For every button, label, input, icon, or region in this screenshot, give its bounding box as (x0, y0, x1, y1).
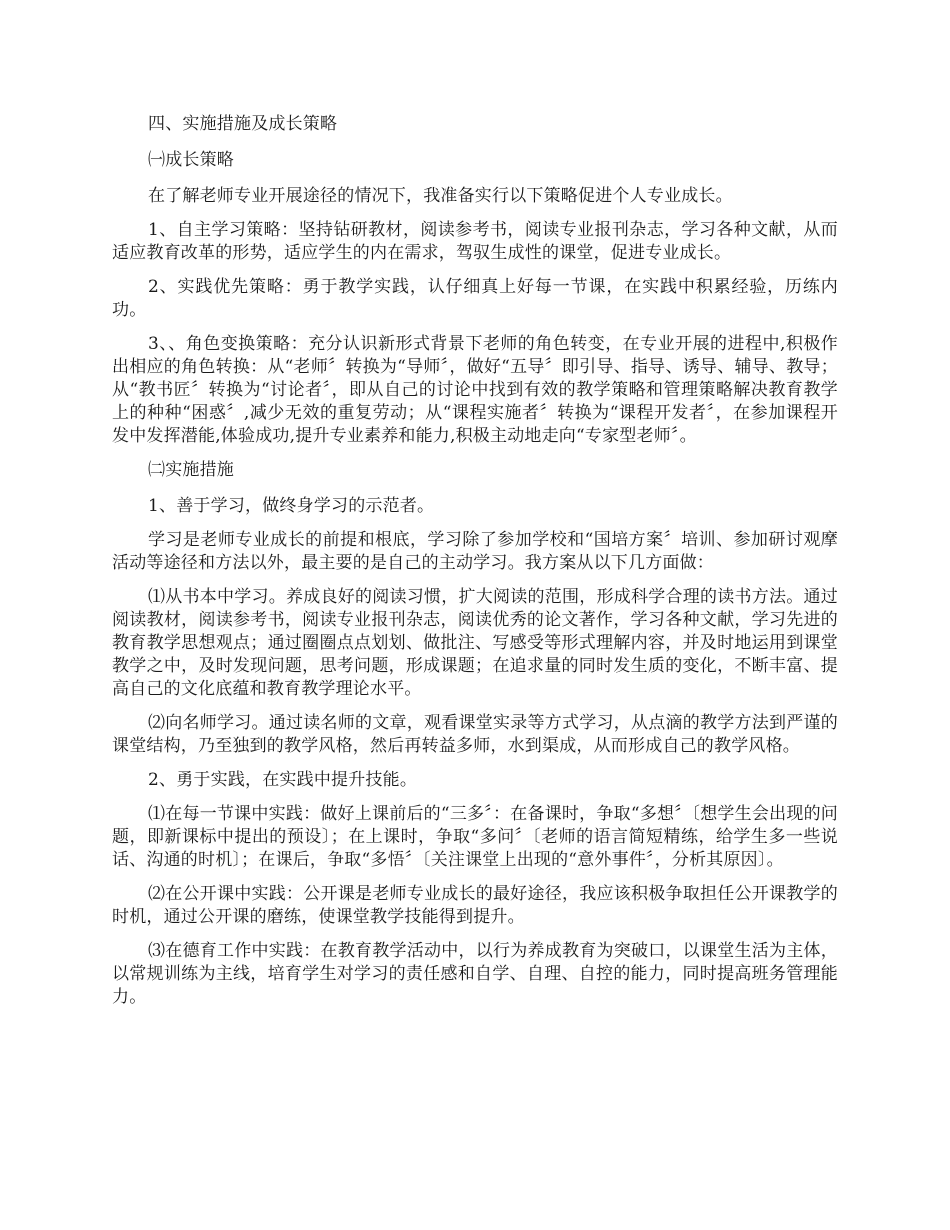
paragraph-practice-open-class: ⑵在公开课中实践：公开课是老师专业成长的最好途径，我应该积极争取担任公开课教学的时机，通过公开课的磨练，使课堂教学技能得到提升。 (112, 884, 838, 927)
paragraph-intro: 在了解老师专业开展途径的情况下，我准备实行以下策略促进个人专业成长。 (148, 186, 733, 206)
paragraph-practice-moral-education: ⑶在德育工作中实践：在教育教学活动中，以行为养成教育为突破口，以课堂生活为主体，以常规训练为主线，培育学生对学习的责任感和自学、自理、自控的能力，同时提高班务管理能力。 (112, 941, 838, 1007)
paragraph-measure-1: 1、善于学习，做终身学习的示范者。 (148, 496, 435, 516)
subsection-heading-measures: ㈡实施措施 (148, 460, 234, 480)
paragraph-strategy-2: 2、实践优先策略：勇于教学实践，认仔细真上好每一节课，在实践中积累经验，历练内功。 (112, 277, 838, 320)
paragraph-learning: 学习是老师专业成长的前提和根底，学习除了参加学校和“国培方案〞培训、参加研讨观摩活动等途径和方法以外，最主要的是自己的主动学习。我方案从以下几方面做： (112, 530, 838, 573)
paragraph-learn-from-masters: ⑵向名师学习。通过读名师的文章，观看课堂实录等方式学习，从点滴的教学方法到严谨的课堂结构，乃至独到的教学风格，然后再转益多师，水到渠成，从而形成自己的教学风格。 (112, 713, 838, 756)
paragraph-strategy-3: 3、、角色变换策略：充分认识新形式背景下老师的角色转变，在专业开展的进程中,积极作出相应的角色转换：从“老师〞转换为“导师〞，做好“五导〞即引导、指导、诱导、辅导、教导；从“教书匠〞转换为“讨论者〞，即从自己的讨论中找到有效的教学策略和管理策略解决教育教学上的种种“困惑〞,减少无效的重复劳动；从“课程实施者〞转换为“课程开发者〞，在参加课程开发中发挥潜能,体验成功,提升专业素养和能力,积极主动地走向“专家型老师〞。 (112, 334, 838, 446)
subsection-heading-growth-strategy: ㈠成长策略 (148, 150, 234, 170)
paragraph-practice-lessons: ⑴在每一节课中实践：做好上课前后的“三多〞：在备课时，争取“多想〞〔想学生会出现的问题，即新课标中提出的预设〕；在上课时，争取“多问〞〔老师的语言简短精练，给学生多一些说话、沟通的时机〕；在课后，争取“多悟〞〔关注课堂上出现的“意外事件〞，分析其原因〕。 (112, 804, 838, 870)
section-heading: 四、实施措施及成长策略 (148, 114, 338, 134)
paragraph-learn-from-books: ⑴从书本中学习。养成良好的阅读习惯，扩大阅读的范围，形成科学合理的读书方法。通过阅读教材，阅读参考书，阅读专业报刊杂志，阅读优秀的论文著作，学习各种文献，学习先进的教育教学思想观点；通过圈圈点点划划、做批注、写感受等形式理解内容，并及时地运用到课堂教学之中，及时发现问题，思考问题，形成课题；在追求量的同时发生质的变化，不断丰富、提高自己的文化底蕴和教育教学理论水平。 (112, 587, 838, 699)
paragraph-measure-2: 2、勇于实践，在实践中提升技能。 (148, 770, 418, 790)
paragraph-strategy-1: 1、自主学习策略：坚持钻研教材，阅读参考书，阅读专业报刊杂志，学习各种文献，从而适应教育改革的形势，适应学生的内在需求，驾驭生成性的课堂，促进专业成长。 (112, 220, 838, 263)
